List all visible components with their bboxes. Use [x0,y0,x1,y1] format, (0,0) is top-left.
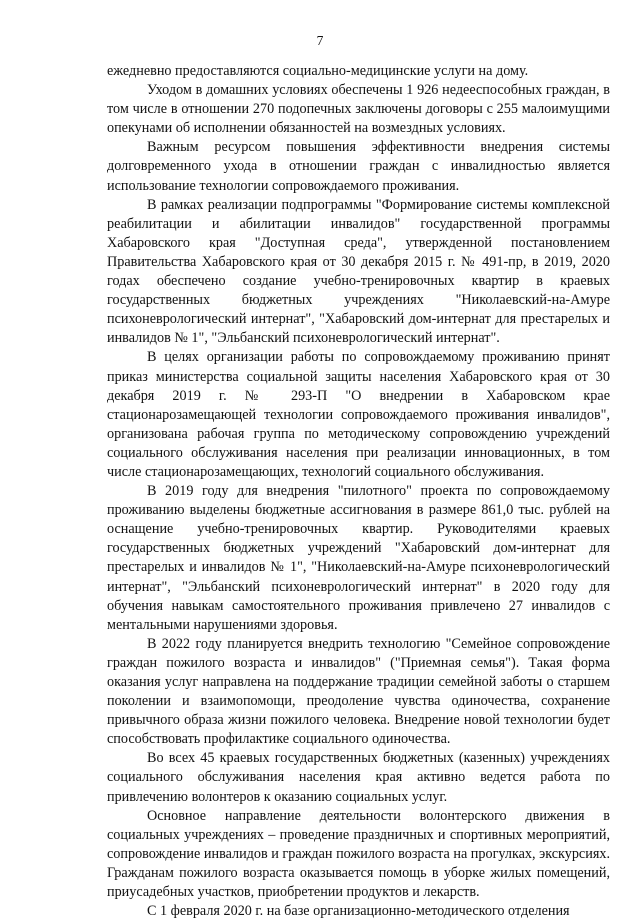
paragraph-1: ежедневно предоставляются социально-медицинские услуги на дому. [107,63,529,79]
document-body [107,62,610,921]
paragraph-10: С 1 февраля 2020 г. на базе организационно-методического отделения [147,903,570,920]
paragraph-9: Основное направление деятельности волонтерского движения в социальных учреждениях – проведение праздничных и спортивных мероприятий, сопровождение инвалидов и граждан пожилого возраста на прогулках, экскурсиях. Гражданам пожилого возраста оказывается помощь в уборке жилых помещений, приусадебных участков, приобретении продуктов и лекарств. [107,807,610,901]
paragraph-8: Во всех 45 краевых государственных бюджетных (казенных) учреждениях социального обслуживания населения края активно ведется работа по привлечению волонтеров к оказанию социальных услуг. [107,750,610,805]
paragraph-4: В рамках реализации подпрограммы "Формирование системы комплексной реабилитации и абилитации инвалидов" государственной программы Хабаровского края "Доступная среда", утвержденной постановлением Правительства Хабаровского края от 30 декабря 2015 г. № 491-пр, в 2019, 2020 годах обеспечено создание учебно-тренировочных квартир в краевых государственных бюджетных учреждениях "Николаевский-на-Амуре психоневрологический интернат", "Хабаровский дом-интернат для престарелых и инвалидов № 1", "Эльбанский психоневрологический интернат". [107,196,610,347]
page-number: 7 [316,33,324,48]
paragraph-3: Важным ресурсом повышения эффективности внедрения системы долговременного ухода в отношении граждан с инвалидностью является использование технологии сопровождаемого проживания. [107,139,610,194]
paragraph-6: В 2019 году для внедрения "пилотного" проекта по сопровождаемому проживанию выделены бюджетные ассигнования в размере 861,0 тыс. рублей на оснащение учебно-тренировочных квартир. Руководителями краевых государственных бюджетных учреждений "Хабаровский дом-интернат для престарелых и инвалидов № 1", "Николаевский-на-Амуре психоневрологический интернат", "Эльбанский психоневрологический интернат" в 2020 году для обучения навыкам самостоятельного проживания привлечено 27 инвалидов с ментальными нарушениями здоровья. [107,483,610,633]
paragraph-2: Уходом в домашних условиях обеспечены 1 926 недееспособных граждан, в том числе в отношении 270 подопечных заключены договоры с 255 малоимущими опекунами об исполнении обязанностей на возмездных условиях. [107,82,610,137]
paragraph-7: В 2022 году планируется внедрить технологию "Семейное сопровождение граждан пожилого возраста и инвалидов" ("Приемная семья"). Такая форма оказания услуг направлена на поддержание традиции семейной заботы о старшем поколении и взаимопомощи, преодоление чувства одиночества, сохранение привычного образа жизни пожилого человека. Внедрение новой технологии будет способствовать профилактике социального одиночества. [107,635,610,748]
paragraph-5: В целях организации работы по сопровождаемому проживанию принят приказ министерства социальной защиты населения Хабаровского края от 30 декабря 2019 г. № 293-П "О внедрении в Хабаровском крае стационарозамещающей технологии сопровождаемого проживания инвалидов", организована рабочая группа по методическому сопровождению учреждений социального обслуживания населения при реализации инновационных, в том числе стационарозамещающих, технологий социального обслуживания. [107,349,610,480]
